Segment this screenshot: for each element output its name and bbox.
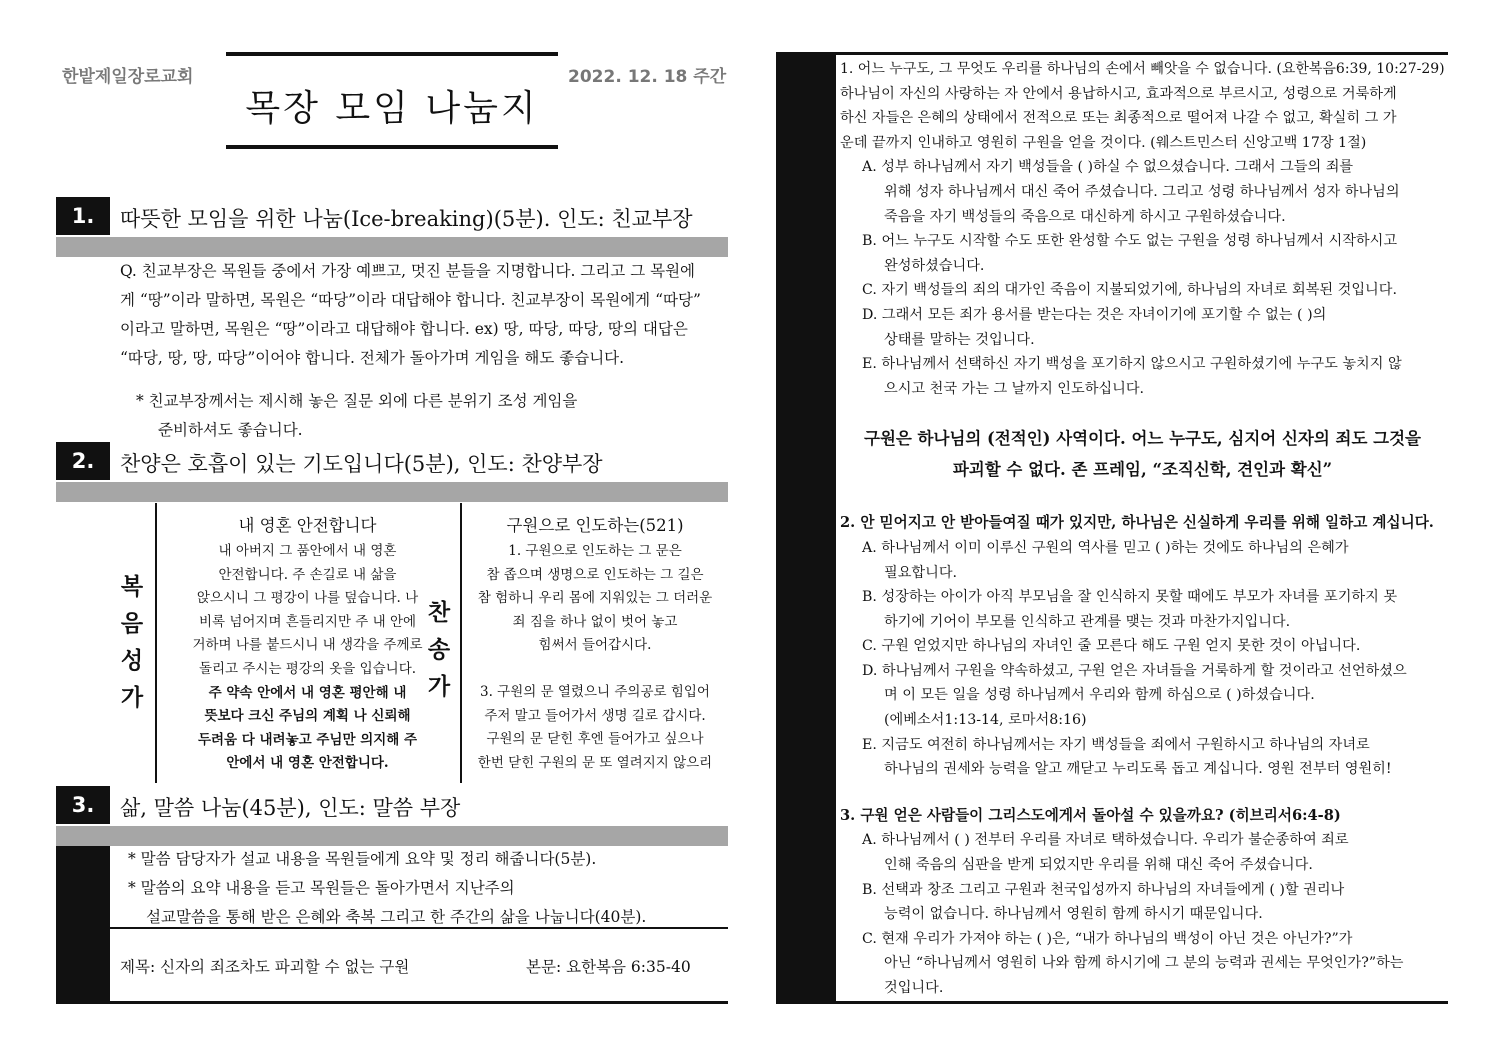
gospel-song — [160, 512, 455, 776]
list-item — [862, 278, 1445, 303]
point-1-paragraph — [840, 82, 1445, 156]
hymn-lyrics-verse-1 — [464, 540, 726, 658]
label-char: 가 — [427, 673, 451, 700]
lyric-line: 주저 말고 들어가서 생명 길로 갑시다. — [484, 707, 706, 724]
label-char: 찬 — [427, 599, 451, 626]
hymn-lyrics-verse-3 — [464, 681, 726, 775]
lyric-line: 참 좁으며 생명으로 인도하는 그 길은 — [486, 566, 704, 583]
item-line: B. 선택과 창조 그리고 구원과 천국입성까지 하나님의 자녀들에게 ( )할 권리나 — [862, 881, 1345, 898]
text-line: 하신 자들은 은혜의 상태에서 전적으로 또는 최종적으로 떨어져 나갈 수 없고, 확실히 그 가 — [840, 110, 1397, 127]
title-bottom-rule — [226, 145, 558, 149]
section-3-notes — [128, 845, 728, 932]
note-line: 준비하셔도 좋습니다. — [158, 421, 303, 439]
point-3-items — [840, 828, 1445, 1000]
section-3-number: 3. — [56, 786, 110, 824]
item-line: 인해 죽음의 심판을 받게 되었지만 우리를 위해 대신 죽어 주셨습니다. — [884, 857, 1313, 874]
note-line: 설교말씀을 통해 받은 은혜와 축복 그리고 한 주간의 삶을 나눕니다(40분). — [146, 908, 647, 926]
question-line: 게 “땅”이라 말하면, 목원은 “따당”이라 대답해야 합니다. 친교부장이 목원에게 “따당” — [120, 291, 701, 309]
section-1-title: 따뜻한 모임을 위한 나눔(Ice-breaking)(5분). 인도: 친교부장 — [120, 207, 693, 231]
list-item — [862, 229, 1445, 278]
list-item — [862, 659, 1445, 733]
question-line: 이라고 말하면, 목원은 “땅”이라고 대답해야 합니다. ex) 땅, 따당, 따당, 땅의 대답은 — [120, 320, 688, 338]
item-line: 으시고 천국 가는 그 날까지 인도하십니다. — [884, 380, 1145, 397]
title-top-rule — [226, 52, 558, 56]
list-item — [862, 155, 1445, 229]
lyric-line: 주 약속 안에서 내 영혼 평안해 내 — [208, 684, 407, 701]
question-line: Q. 친교부장은 목원들 중에서 가장 예쁘고, 멋진 분들을 지명합니다. 그리고 그 목원에 — [120, 262, 696, 280]
sermon-divider — [110, 927, 728, 929]
lyric-line: 안전합니다. 주 손길로 내 삶을 — [218, 566, 397, 583]
section-3-bar — [56, 826, 728, 846]
page-title: 목장 모임 나눔지 — [245, 88, 539, 129]
lyric-line: 구원의 문 닫힌 후엔 들어가고 싶으나 — [486, 731, 704, 748]
item-line: (에베소서1:13-14, 로마서8:16) — [884, 712, 1087, 729]
sermon-scripture: 본문: 요한복음 6:35-40 — [526, 958, 691, 976]
item-line: 능력이 없습니다. 하나님께서 영원히 함께 하시기 때문입니다. — [884, 906, 1263, 923]
point-2-items — [840, 536, 1445, 782]
section-2-title: 찬양은 호흡이 있는 기도입니다(5분), 인도: 찬양부장 — [120, 452, 603, 476]
lyric-line: 한번 닫힌 구원의 문 또 열려지지 않으리 — [477, 754, 713, 771]
point-3-heading: 3. 구원 얻은 사람들이 그리스도에게서 돌아설 수 있을까요? (히브리서6:4-8) — [840, 806, 1341, 824]
item-line: E. 하나님께서 선택하신 자기 백성을 포기하지 않으시고 구원하셨기에 누구도 놓치지 않 — [862, 356, 1402, 373]
point-1-heading: 1. 어느 누구도, 그 무엇도 우리를 하나님의 손에서 빼앗을 수 없습니다. (요한복음6:39, 10:27-29) — [840, 61, 1445, 77]
hymn-divider-right — [460, 503, 462, 783]
item-line: 죽음을 자기 백성들의 죽음으로 대신하게 하시고 구원하셨습니다. — [884, 208, 1286, 225]
text-line: 운데 끝까지 인내하고 영원히 구원을 얻을 것이다. (웨스트민스터 신앙고백 17장 1절) — [840, 134, 1367, 151]
item-line: A. 하나님께서 이미 이루신 구원의 역사를 믿고 ( )하는 것에도 하나님의 은혜가 — [862, 539, 1349, 556]
note-line: * 말씀의 요약 내용을 듣고 목원들은 돌아가면서 지난주의 — [128, 879, 515, 897]
list-item — [862, 303, 1445, 352]
list-item — [862, 585, 1445, 634]
section-1-question — [120, 257, 740, 373]
item-line: B. 성장하는 아이가 아직 부모님을 잘 인식하지 못할 때에도 부모가 자녀를 포기하지 못 — [862, 589, 1398, 606]
section-2-number: 2. — [56, 442, 110, 480]
lyric-line: 두려움 다 내려놓고 주님만 의지해 주 — [197, 731, 418, 748]
lyric-line: 뜻보다 크신 주님의 계획 나 신뢰해 — [204, 708, 411, 725]
label-char: 가 — [120, 684, 144, 711]
item-line: C. 구원 얻었지만 하나님의 자녀인 줄 모른다 해도 구원 얻지 못한 것이 아닙니다. — [862, 638, 1361, 655]
sermon-title: 제목: 신자의 죄조차도 파괴할 수 없는 구원 — [120, 958, 410, 976]
key-quote — [840, 423, 1445, 485]
hymn — [464, 512, 726, 775]
item-line: D. 그래서 모든 죄가 용서를 받는다는 것은 자녀이기에 포기할 수 없는 ( )의 — [862, 306, 1327, 323]
item-line: 하기에 기어이 부모를 인식하고 관계를 맺는 것과 마찬가지입니다. — [884, 613, 1291, 630]
gospel-song-label — [117, 568, 147, 716]
point-2-heading: 2. 안 믿어지고 안 받아들여질 때가 있지만, 하나님은 신실하게 우리를 위해 일하고 계십니다. — [840, 514, 1434, 532]
item-line: 필요합니다. — [884, 564, 958, 581]
list-item — [862, 733, 1445, 782]
lyric-line: 돌리고 주시는 평강의 옷을 입습니다. — [198, 660, 417, 677]
gospel-song-title: 내 영혼 안전합니다 — [238, 516, 377, 535]
point-1-items — [840, 155, 1445, 401]
section-1-note — [136, 387, 726, 445]
section-1-number: 1. — [56, 197, 110, 235]
item-line: D. 하나님께서 구원을 약속하셨고, 구원 얻은 자녀들을 거룩하게 할 것이라고 선언하셨으 — [862, 662, 1407, 679]
lyric-line: 힘써서 들어갑시다. — [538, 637, 652, 654]
right-top-rule — [776, 52, 1448, 55]
lyric-line: 비록 넘어지며 흔들리지만 주 내 안에 — [198, 613, 417, 630]
item-line: C. 현재 우리가 가져야 하는 ( )은, “내가 하나님의 백성이 아닌 것은 아닌가?”가 — [862, 930, 1353, 947]
section-3-title: 삶, 말씀 나눔(45분), 인도: 말씀 부장 — [120, 796, 461, 820]
lyric-line: 1. 구원으로 인도하는 그 문은 — [508, 543, 682, 559]
label-char: 음 — [120, 610, 144, 637]
right-content — [840, 57, 1445, 1001]
section-3-side-block — [56, 846, 110, 1004]
label-char: 복 — [120, 573, 144, 600]
lyric-line: 내 아버지 그 품안에서 내 영혼 — [218, 543, 397, 559]
text-line: 하나님이 자신의 사랑하는 자 안에서 용납하시고, 효과적으로 부르시고, 성령으로 거룩하게 — [840, 85, 1397, 102]
bulletin-date: 2022. 12. 18 주간 — [568, 67, 727, 87]
lyric-line: 안에서 내 영혼 안전합니다. — [226, 755, 389, 772]
item-line: E. 지금도 여전히 하나님께서는 자기 백성들을 죄에서 구원하시고 하나님의 자녀로 — [862, 736, 1370, 753]
quote-line: 파괴할 수 없다. 존 프레임, “조직신학, 견인과 확신” — [952, 460, 1333, 480]
question-line: “따당, 땅, 땅, 따당”이어야 합니다. 전체가 돌아가며 게임을 해도 좋습니다. — [120, 349, 625, 367]
section-2-bar — [56, 482, 728, 502]
item-line: 하나님의 권세와 능력을 알고 깨닫고 누리도록 돕고 계십니다. 영원 전부터 영원히! — [884, 761, 1392, 778]
hymn-divider-left — [155, 503, 157, 783]
item-line: 며 이 모든 일을 성령 하나님께서 우리와 함께 하심으로 ( )하셨습니다. — [884, 687, 1315, 704]
lyric-line: 참 험하니 우리 몸에 지워있는 그 더러운 — [477, 590, 713, 607]
lyric-line: 앉으시니 그 평강이 나를 덮습니다. 나 — [196, 590, 419, 607]
label-char: 성 — [120, 647, 144, 674]
hymn-title: 구원으로 인도하는(521) — [506, 516, 684, 535]
right-bottom-rule — [776, 1001, 1448, 1004]
section-1-bar — [56, 237, 728, 257]
gospel-song-lyrics — [160, 540, 455, 776]
item-line: 아닌 “하나님께서 영원히 나와 함께 하시기에 그 분의 능력과 권세는 무엇인가?”하는 — [884, 955, 1404, 972]
list-item — [862, 828, 1445, 877]
note-line: * 말씀 담당자가 설교 내용을 목원들에게 요약 및 정리 해줍니다(5분). — [128, 850, 597, 868]
list-item — [862, 634, 1445, 659]
quote-line: 구원은 하나님의 (전적인) 사역이다. 어느 누구도, 심지어 신자의 죄도 그것을 — [864, 429, 1421, 449]
label-char: 송 — [427, 636, 451, 663]
item-line: 것입니다. — [884, 980, 944, 996]
item-line: A. 하나님께서 ( ) 전부터 우리를 자녀로 택하셨습니다. 우리가 불순종하여 죄로 — [862, 832, 1349, 849]
item-line: A. 성부 하나님께서 자기 백성들을 ( )하실 수 없으셨습니다. 그래서 그들의 죄를 — [862, 159, 1354, 176]
list-item — [862, 536, 1445, 585]
item-line: 상태를 말하는 것입니다. — [884, 331, 1035, 348]
lyric-line: 거하며 나를 붙드시니 내 생각을 주께로 — [192, 637, 423, 654]
item-line: 위해 성자 하나님께서 대신 죽어 주셨습니다. 그리고 성령 하나님께서 성자 하나님의 — [884, 183, 1400, 200]
left-bottom-rule — [56, 1001, 728, 1004]
lyric-line: 3. 구원의 문 열렸으니 주의공로 힘입어 — [480, 683, 710, 700]
item-line: B. 어느 누구도 시작할 수도 또한 완성할 수도 없는 구원을 성령 하나님께서 시작하시고 — [862, 233, 1398, 250]
item-line: 완성하셨습니다. — [884, 257, 985, 274]
church-name: 한밭제일장로교회 — [62, 67, 194, 87]
right-side-block — [776, 54, 836, 1004]
list-item — [862, 352, 1445, 401]
hymn-label — [424, 594, 454, 705]
item-line: C. 자기 백성들의 죄의 대가인 죽음이 지불되었기에, 하나님의 자녀로 회복된 것입니다. — [862, 282, 1397, 299]
list-item — [862, 878, 1445, 927]
note-line: * 친교부장께서는 제시해 놓은 질문 외에 다른 분위기 조성 게임을 — [136, 392, 578, 410]
lyric-line: 죄 짐을 하나 없이 벗어 놓고 — [512, 613, 678, 630]
list-item — [862, 927, 1445, 1001]
